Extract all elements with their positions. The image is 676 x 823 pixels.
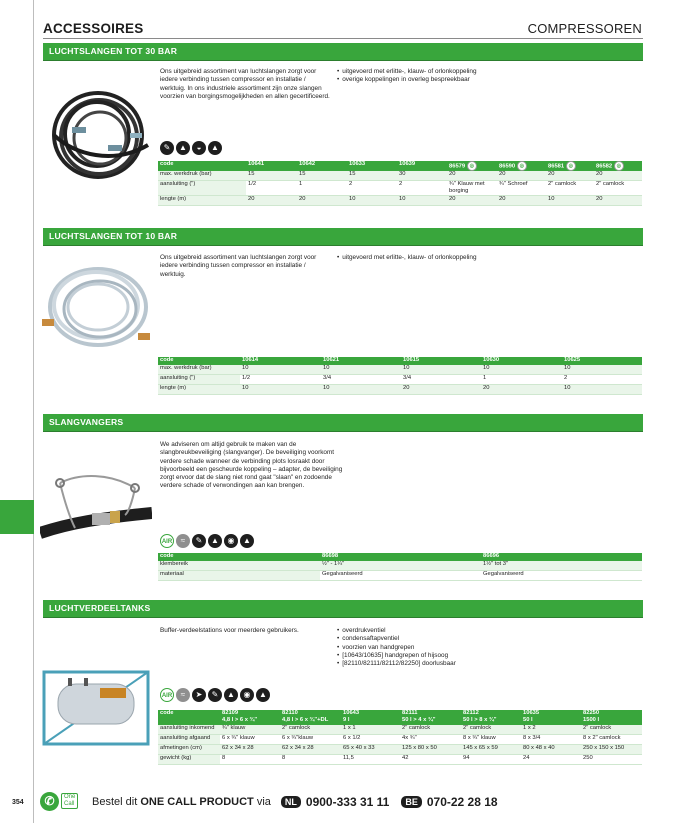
spec-table-verdeeltanks (158, 710, 642, 765)
water-icon: ≈ (176, 534, 190, 548)
order-suffix: via (256, 796, 271, 808)
feature-item: • overige koppelingen in overleg bespreekbaar (337, 76, 587, 84)
table-cell: 20 (447, 196, 497, 206)
table-cell: 30 (397, 171, 447, 181)
table-cell: 3/4 (401, 375, 481, 385)
spray-icon: ▲ (240, 534, 254, 548)
table-row (158, 196, 642, 206)
table-cell: 1/2 (240, 375, 321, 385)
spec-table-30bar (158, 161, 642, 206)
table-cell: 10 (240, 385, 321, 395)
coupling-symbol-icon: ◎ (467, 161, 477, 171)
table-cell: 10 (546, 196, 594, 206)
order-prefix: Bestel dit (92, 796, 138, 808)
table-cell: 10 (347, 196, 397, 206)
nl-phone[interactable]: 0900-333 31 11 (305, 795, 390, 809)
section-description: We adviseren om altijd gebruik te maken van de slangbreukbeveiliging (slangvanger). De beveiliging voorkomt verdere schade wanneer de verbinding plots losraakt door bijvoorbeeld een gescheurde koppeling – adapter, de beveiliging zorgt ervoor dat de slang niet rond gaat "slaan" en zodoende verdere schade of verwondingen aan kan brengen. (160, 441, 343, 490)
table-cell: 2" camlock (594, 181, 642, 196)
row-label: klembereik (158, 561, 320, 571)
table-cell: 1/2 (246, 181, 297, 196)
spec-table-10bar (158, 357, 642, 395)
table-header-cell: code (158, 553, 320, 561)
hose-coil-image (44, 75, 152, 195)
table-row (158, 365, 642, 375)
table-cell: 20 (447, 171, 497, 181)
table-cell: 20 (297, 196, 347, 206)
feature-item: • [82110/82111/82112/82250] doorlusbaar (337, 660, 597, 668)
row-label: afmetingen (cm) (158, 745, 220, 755)
header-code: 10635 (523, 710, 540, 716)
header-spec: 4,8 l > 6 x ¾"+DL (282, 717, 329, 723)
table-header-cell (220, 710, 280, 725)
table-header-cell (497, 161, 546, 171)
header-code: 82112 (463, 710, 479, 716)
table-cell: 20 (401, 385, 481, 395)
drill-icon: ➤ (192, 688, 206, 702)
water-icon: ≈ (176, 688, 190, 702)
table-cell: 2" camlock (546, 181, 594, 196)
table-cell: 2 (397, 181, 447, 196)
row-label: max. werkdruk (bar) (158, 171, 246, 181)
table-cell: Gegalvaniseerd (320, 571, 481, 581)
table-row (158, 735, 642, 745)
table-row (158, 181, 642, 196)
table-header-row (158, 161, 642, 171)
table-header-cell: 10621 (321, 357, 401, 365)
tool-icon: ✎ (192, 534, 206, 548)
table-header-cell: 10630 (481, 357, 562, 365)
header-code: 82110 (282, 710, 298, 716)
table-cell: 10 (401, 365, 481, 375)
table-header-row (158, 710, 642, 725)
air-icon: AIR (160, 534, 174, 548)
table-header-cell (400, 710, 461, 725)
table-header-cell (447, 161, 497, 171)
phone-icon: ✆ (40, 792, 59, 811)
feature-item: • [10643/10635] handgrepen of hijsoog (337, 652, 597, 660)
table-cell: 2" camlock (280, 725, 341, 735)
table-cell: 42 (400, 755, 461, 765)
table-cell: 1 (481, 375, 562, 385)
boot-icon: ▲ (176, 141, 190, 155)
table-cell: 2 (562, 375, 642, 385)
table-cell: 20 (246, 196, 297, 206)
tool-icon: ✎ (160, 141, 174, 155)
table-cell: 20 (481, 385, 562, 395)
transparent-hose-image (40, 255, 152, 355)
table-header-cell: 10639 (397, 161, 447, 171)
table-cell: 11,5 (341, 755, 400, 765)
order-text (92, 796, 271, 808)
table-header-cell: 86698 (320, 553, 481, 561)
footer (40, 792, 510, 812)
feature-item: • voorzien van handgrepen (337, 644, 597, 652)
table-cell: 250 (581, 755, 642, 765)
table-cell: 20 (497, 196, 546, 206)
table-cell: ¾" Schroef (497, 181, 546, 196)
feature-item: • condensaftapventiel (337, 635, 597, 643)
feature-item: • uitgevoerd met erlitte-, klauw- of orlonkoppeling (337, 254, 587, 262)
table-cell: 2" camlock (461, 725, 521, 735)
table-header-cell: 10642 (297, 161, 347, 171)
table-row (158, 755, 642, 765)
tool-icon: ✎ (208, 688, 222, 702)
table-header-cell (521, 710, 581, 725)
table-cell: 65 x 40 x 33 (341, 745, 400, 755)
table-header-cell (280, 710, 341, 725)
table-header-cell: code (158, 357, 240, 365)
header-rule (43, 38, 643, 39)
table-cell: Gegalvaniseerd (481, 571, 642, 581)
application-icons (160, 141, 224, 155)
air-tank-image (40, 662, 152, 752)
table-cell: 62 x 34 x 28 (220, 745, 280, 755)
table-header-row (158, 357, 642, 365)
helmet-icon: ◒ (192, 141, 206, 155)
table-cell: 1 (297, 181, 347, 196)
table-row (158, 571, 642, 581)
table-cell: 10 (397, 196, 447, 206)
chapter-tab (0, 500, 34, 534)
header-spec: 50 l (523, 717, 533, 723)
header-code: code (160, 710, 174, 716)
header-spec: 1500 l (583, 717, 600, 723)
table-row (158, 385, 642, 395)
table-cell: 80 x 48 x 40 (521, 745, 581, 755)
header-code: 10643 (343, 710, 360, 716)
section-title-luchtslangen-30: LUCHTSLANGEN TOT 30 BAR (43, 43, 643, 60)
table-cell: 20 (594, 171, 642, 181)
table-cell: 2" camlock (581, 725, 642, 735)
table-cell: 94 (461, 755, 521, 765)
header-spec: 9 l (343, 717, 350, 723)
table-cell: 10 (240, 365, 321, 375)
table-header-cell (158, 710, 220, 725)
feature-item: • uitgevoerd met erlitte-, klauw- of orlonkoppeling (337, 68, 587, 76)
row-label: gewicht (kg) (158, 755, 220, 765)
row-label: aansluiting (") (158, 181, 246, 196)
row-label: aansluiting afgaand (158, 735, 220, 745)
header-spec: 4,8 l > 6 x ¾" (222, 717, 258, 723)
table-cell: 10 (321, 385, 401, 395)
boot-icon: ▲ (224, 688, 238, 702)
section-title-luchtslangen-10: LUCHTSLANGEN TOT 10 BAR (43, 228, 643, 245)
coupling-symbol-icon: ◎ (566, 161, 576, 171)
table-cell: 8 x 2" camlock (581, 735, 642, 745)
table-cell: 10 (562, 365, 642, 375)
table-cell: 6 x ¾" klauw (220, 735, 280, 745)
table-header-cell: code (158, 161, 246, 171)
feature-list (337, 68, 587, 85)
table-cell: 8 x 3/4 (521, 735, 581, 745)
logo-line: Call (64, 801, 75, 807)
code-text: 86579 (449, 163, 466, 170)
logo-line: One (64, 794, 76, 800)
table-cell: 1 x 2 (521, 725, 581, 735)
page-title: ACCESSOIRES (43, 21, 144, 36)
table-cell: 10 (562, 385, 642, 395)
mask-icon: ◉ (224, 534, 238, 548)
application-icons (160, 688, 272, 702)
table-cell: 15 (246, 171, 297, 181)
table-header-cell (341, 710, 400, 725)
table-header-cell (581, 710, 642, 725)
table-cell: 62 x 34 x 28 (280, 745, 341, 755)
spray-icon: ▲ (256, 688, 270, 702)
nl-flag: NL (281, 796, 301, 808)
table-cell: ¾" Klauw met borging (447, 181, 497, 196)
order-bold: ONE CALL PRODUCT (140, 796, 254, 808)
table-cell: 10 (481, 365, 562, 375)
hose-catcher-image (40, 443, 152, 553)
table-cell: 8 (220, 755, 280, 765)
table-cell: 2 (347, 181, 397, 196)
table-header-cell: 10641 (246, 161, 297, 171)
table-header-cell: 10625 (562, 357, 642, 365)
section-description: Ons uitgebreid assortiment van luchtslangen zorgt voor iedere verbinding tussen compressor en installatie / werktuig. (160, 254, 317, 278)
row-label: max. werkdruk (bar) (158, 365, 240, 375)
table-row (158, 725, 642, 735)
feature-item: • overdrukventiel (337, 627, 597, 635)
table-cell: 15 (347, 171, 397, 181)
air-icon: AIR (160, 688, 174, 702)
table-cell: 250 x 150 x 150 (581, 745, 642, 755)
be-flag: BE (401, 796, 422, 808)
code-text: 86590 (499, 163, 516, 170)
category-title: COMPRESSOREN (527, 21, 642, 36)
table-cell: 24 (521, 755, 581, 765)
header-code: 82109 (222, 710, 239, 716)
row-label: aansluiting (") (158, 375, 240, 385)
table-cell: 8 x ¾" klauw (461, 735, 521, 745)
feature-list (337, 254, 587, 262)
table-cell: ½" - 1¼" (320, 561, 481, 571)
table-header-cell: 10615 (401, 357, 481, 365)
header-code: 82250 (583, 710, 600, 716)
code-text: 86582 (596, 163, 613, 170)
table-cell: 8 (280, 755, 341, 765)
coupling-symbol-icon: ◎ (517, 161, 527, 171)
row-label: lengte (m) (158, 196, 246, 206)
section-description: Buffer-verdeelstations voor meerdere gebruikers. (160, 627, 299, 634)
spec-table-slangvangers (158, 553, 642, 581)
table-cell: 6 x ¾"klauw (280, 735, 341, 745)
table-cell: 1½" tot 3" (481, 561, 642, 571)
table-row (158, 745, 642, 755)
table-row (158, 171, 642, 181)
table-header-cell: 10614 (240, 357, 321, 365)
table-cell: 20 (546, 171, 594, 181)
one-call-logo-text (61, 793, 78, 809)
table-cell: 20 (497, 171, 546, 181)
section-description: Ons uitgebreid assortiment van luchtslangen zorgt voor iedere verbinding tussen compressor en installatie / werktuig. In ons industriele assortiment zijn onze slangen voorzien van borgingsmogelijkheden en allen gecertificeerd. (160, 68, 330, 100)
page-number: 354 (12, 799, 24, 806)
table-cell: ¾" klauw (220, 725, 280, 735)
table-cell: 125 x 80 x 50 (400, 745, 461, 755)
table-row (158, 561, 642, 571)
one-call-logo (40, 792, 82, 812)
header-spec: 50 l > 8 x ¾" (463, 717, 497, 723)
table-cell: 6 x 1/2 (341, 735, 400, 745)
row-label: lengte (m) (158, 385, 240, 395)
table-cell: 10 (321, 365, 401, 375)
table-cell: 145 x 65 x 59 (461, 745, 521, 755)
boot-icon: ▲ (208, 534, 222, 548)
table-header-cell: 86696 (481, 553, 642, 561)
table-cell: 1 x 1 (341, 725, 400, 735)
left-margin-line (33, 0, 34, 823)
row-label: materiaal (158, 571, 320, 581)
coupling-symbol-icon: ◎ (614, 161, 624, 171)
table-header-row (158, 553, 642, 561)
application-icons (160, 534, 256, 548)
table-header-cell (546, 161, 594, 171)
table-cell: 2" camlock (400, 725, 461, 735)
be-phone[interactable]: 070-22 28 18 (426, 795, 498, 809)
table-header-cell (461, 710, 521, 725)
code-text: 86581 (548, 163, 565, 170)
table-cell: 3/4 (321, 375, 401, 385)
table-cell: 4x ¾" (400, 735, 461, 745)
section-title-slangvangers: SLANGVANGERS (43, 414, 643, 431)
table-cell: 15 (297, 171, 347, 181)
table-cell: 20 (594, 196, 642, 206)
table-header-cell: 10633 (347, 161, 397, 171)
header-spec: 50 l > 4 x ¾" (402, 717, 436, 723)
table-header-cell (594, 161, 642, 171)
section-title-luchtverdeeltanks: LUCHTVERDEELTANKS (43, 600, 643, 617)
header-code: 82111 (402, 710, 418, 716)
mask-icon: ◉ (240, 688, 254, 702)
table-row (158, 375, 642, 385)
spray-icon: ▲ (208, 141, 222, 155)
feature-list (337, 627, 597, 668)
row-label: aansluiting inkomend (158, 725, 220, 735)
